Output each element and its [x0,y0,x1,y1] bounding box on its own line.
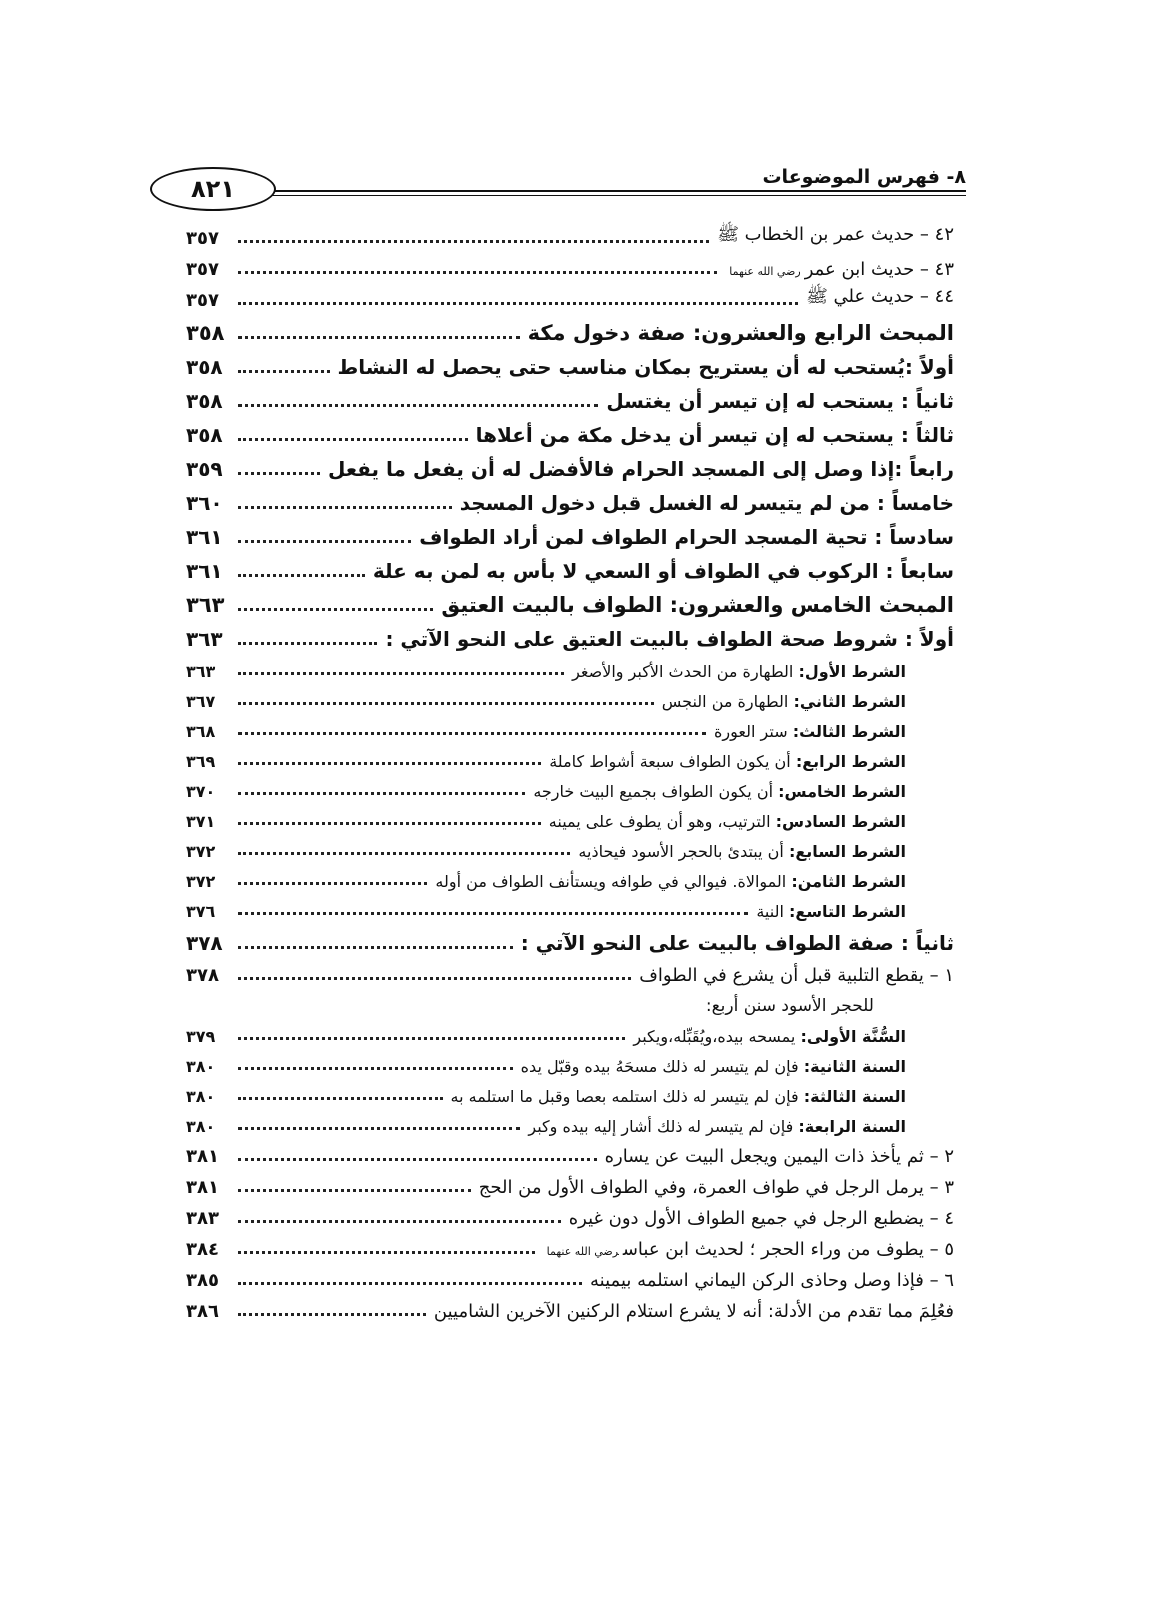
toc-entry [441,593,954,617]
toc-page-number: ٣٨٣ [186,1208,219,1229]
toc-entry-text: سادساً : تحية المسجد الحرام الطواف لمن أراد الطواف [419,525,954,549]
toc-entry-text: أن يكون الطواف بجميع البيت خارجه [533,782,774,801]
toc-entry-lead: الشرط الرابع: [795,752,906,771]
toc-row [186,1260,954,1291]
toc-entry [549,812,906,831]
toc-row [186,955,954,986]
header-rule [258,190,966,196]
toc-row [186,413,954,447]
toc-entry-text: ثانياً : يستحب له إن تيسر أن يغتسل [606,389,954,413]
toc-page-number: ٣٦٣ [186,662,216,681]
toc-entry [717,223,954,249]
toc-entry-text: فإن لم يتيسر له ذلك أشار إليه بيده وكبر [528,1117,794,1136]
toc-page-number: ٣٦٣ [186,627,223,651]
toc-entry [385,627,954,651]
toc-entry [419,525,954,549]
dot-leader [238,574,365,577]
toc-row [186,1076,954,1106]
toc-entry [328,457,954,481]
toc-row [186,515,954,549]
toc-row [186,1167,954,1198]
page-number-badge [150,167,276,211]
toc-page-number: ٣٧٩ [186,1027,216,1046]
toc-entry-text: رابعاً :إذا وصل إلى المسجد الحرام فالأفضل له أن يفعل ما يفعل [328,457,954,481]
toc-page-number: ٣٥٨ [186,321,225,345]
toc-row [186,1198,954,1229]
toc-page-number: ٣٨٠ [186,1117,216,1136]
toc-entry [725,259,954,280]
toc-row [186,583,954,617]
dot-leader [238,404,598,407]
toc-page-number: ٣٧٠ [186,782,216,801]
toc-entry-text: ٢ – ثم يأخذ ذات اليمين ويجعل البيت عن يساره [604,1146,954,1167]
toc-entry-text: أولاً :يُستحب له أن يستريح بمكان مناسب حتى يحصل له النشاط [337,355,954,379]
toc-entry-text: ٤٤ – حديث علي ﷺ [806,286,954,307]
toc-row [186,549,954,583]
toc-entry [662,692,906,711]
toc-entry [479,1177,954,1198]
toc-entry-lead: الشرط الأول: [798,662,906,681]
toc-entry-text: ١ – يقطع التلبية قبل أن يشرع في الطواف [639,965,954,986]
toc-entry-lead: السنة الرابعة: [798,1117,906,1136]
toc-page-number: ٣٥٧ [186,290,219,311]
dot-leader [238,240,709,243]
toc-page-number: ٣٦٩ [186,752,216,771]
toc-row [186,617,954,651]
toc-entry-text: ٣ – يرمل الرجل في طواف العمرة، وفي الطواف الأول من الحج [478,1177,954,1198]
toc-entry-text: الطهارة من النجس [661,692,789,711]
toc-entry-text: ثالثاً : يستحب له إن تيسر أن يدخل مكة من أعلاها [475,423,954,447]
toc-entry [451,1087,906,1106]
toc-page-number: ٣٦٧ [186,692,216,711]
dot-leader [238,732,706,735]
toc-page-number: ٣٦٨ [186,722,216,741]
toc-entry-lead: الشرط السابع: [788,842,906,861]
toc-row [186,379,954,413]
toc-row [186,218,954,249]
toc-page-number: ٣٧١ [186,812,216,831]
toc-row [186,1106,954,1136]
dot-leader [238,472,320,475]
toc-entry-text: ستر العورة [714,722,788,741]
dot-leader [238,608,433,611]
toc-entry-text: المبحث الخامس والعشرون: الطواف بالبيت العتيق [441,593,954,617]
dot-leader [238,822,541,825]
toc-row [186,280,954,311]
toc-row [186,831,954,861]
toc-entry-text: سابعاً : الركوب في الطواف أو السعي لا بأس به لمن به علة [372,559,954,583]
toc-row [186,801,954,831]
honorific: رضي الله عنهما [729,265,801,278]
toc-entry-text: ٤٢ – حديث عمر بن الخطاب ﷺ [717,224,954,245]
toc-entry-lead: الشرط السادس: [775,812,906,831]
toc-row [186,681,954,711]
toc-page-number: ٣٨٠ [186,1087,216,1106]
dot-leader [238,1189,471,1192]
toc-page-number: ٣٥٨ [186,389,223,413]
toc-entry-text: النية [756,902,784,921]
toc-entry [714,722,906,741]
toc-row [186,311,954,345]
honorific: رضي الله عنهما [546,1245,619,1258]
toc-entry-text: للحجر الأسود سنن أربع: [705,996,874,1016]
toc-entry [569,1208,954,1229]
toc-row [186,1136,954,1167]
toc-entry-text: ٦ – فإذا وصل وحاذى الركن اليماني استلمه بيمينه [590,1270,954,1291]
toc-row [186,771,954,801]
toc-page-number: ٣٨٦ [186,1301,219,1322]
toc-entry [434,1301,954,1322]
toc-page-number: ٣٧٨ [186,965,219,986]
toc-entry-lead: السنة الثانية: [803,1057,906,1076]
toc-entry-lead: السُّنَّة الأولى: [800,1027,906,1046]
toc-entry [606,389,954,413]
toc-page-number: ٣٥٧ [186,228,219,249]
toc-entry-lead: الشرط الثالث: [792,722,906,741]
dot-leader [238,271,717,274]
toc-row [186,986,954,1016]
toc-entry [549,752,906,771]
toc-row [186,345,954,379]
dot-leader [238,302,798,305]
toc-entry [338,355,955,379]
toc-entry [521,931,954,955]
toc-page-number: ٣٦٣ [186,593,225,617]
dot-leader [238,1282,582,1285]
toc-entry [633,1027,906,1046]
toc-page-number: ٣٨١ [186,1177,219,1198]
dot-leader [238,792,525,795]
toc-row [186,861,954,891]
toc-page-number: ٣٥٨ [186,355,223,379]
dot-leader [238,642,377,645]
dot-leader [238,977,631,980]
toc-entry-text: أولاً : شروط صحة الطواف بالبيت العتيق على النحو الآتي : [385,627,954,651]
toc-page-number: ٣٨٠ [186,1057,216,1076]
dot-leader [238,672,564,675]
toc-entry-text: أن يكون الطواف سبعة أشواط كاملة [549,752,791,771]
toc-entry [806,285,954,311]
toc-entry-text: ٤٣ – حديث ابن عمر [804,259,954,280]
toc-entry-text: فإن لم يتيسر له ذلك مسحَهُ بيده وقبّل يده [520,1057,799,1076]
toc-page-number: ٣٥٩ [186,457,223,481]
chapter-title: ٨- فهرس الموضوعات [762,166,966,188]
dot-leader [238,1251,535,1254]
toc-entry-text: الترتيب، وهو أن يطوف على يمينه [548,812,771,831]
toc-page-number: ٣٧٢ [186,872,216,891]
toc-page-number: ٣٧٨ [186,931,223,955]
toc-entry [435,872,906,891]
toc-entry-text: فعُلِمَ مما تقدم من الأدلة: أنه لا يشرع استلام الركنين الآخرين الشاميين [433,1301,954,1322]
toc-page-number: ٣٦٠ [186,491,223,515]
table-of-contents [186,218,954,1322]
toc-entry [578,842,906,861]
toc-entry [373,559,954,583]
toc-page-number: ٣٨٤ [186,1239,219,1260]
toc-page-number: ٣٥٧ [186,259,219,280]
toc-entry-text: أن يبتدئ بالحجر الأسود فيحاذيه [578,842,784,861]
toc-entry-lead: السنة الثالثة: [803,1087,906,1106]
toc-entry [528,321,954,345]
toc-entry [706,996,874,1016]
toc-page-number: ٣٧٢ [186,842,216,861]
toc-entry-text: الطهارة من الحدث الأكبر والأصغر [572,662,794,681]
page-header [150,160,966,215]
toc-entry [639,965,954,986]
dot-leader [238,762,541,765]
toc-entry-text: ٥ – يطوف من وراء الحجر ؛ لحديث ابن عباس [622,1239,954,1260]
toc-entry-text: فإن لم يتيسر له ذلك استلمه بعصا وقبل ما استلمه به [450,1087,799,1106]
toc-entry [521,1057,906,1076]
toc-row [186,1291,954,1322]
toc-row [186,741,954,771]
toc-page-number: ٣٥٨ [186,423,223,447]
dot-leader [238,336,520,339]
toc-page-number: ٣٨١ [186,1146,219,1167]
dot-leader [238,370,330,373]
toc-entry [543,1239,954,1260]
dot-leader [238,506,452,509]
toc-entry-lead: الشرط الثاني: [793,692,906,711]
toc-entry-text: خامساً : من لم يتيسر له الغسل قبل دخول المسجد [459,491,954,515]
dot-leader [238,1067,513,1070]
toc-row [186,249,954,280]
dot-leader [238,1127,520,1130]
dot-leader [238,1158,597,1161]
toc-row [186,921,954,955]
dot-leader [238,702,654,705]
toc-row [186,447,954,481]
toc-row [186,1046,954,1076]
toc-entry [605,1146,954,1167]
dot-leader [238,912,748,915]
toc-page-number: ٣٨٥ [186,1270,219,1291]
dot-leader [238,946,513,949]
dot-leader [238,882,427,885]
toc-row [186,1229,954,1260]
toc-entry [528,1117,906,1136]
toc-row [186,481,954,515]
dot-leader [238,1037,625,1040]
dot-leader [238,852,570,855]
toc-entry-text: ثانياً : صفة الطواف بالبيت على النحو الآتي : [520,931,954,955]
toc-row [186,651,954,681]
toc-page-number: ٣٦١ [186,559,223,583]
toc-row [186,711,954,741]
toc-entry [533,782,906,801]
toc-entry-text: ٤ – يضطبع الرجل في جميع الطواف الأول دون غيره [568,1208,954,1229]
dot-leader [238,540,411,543]
dot-leader [238,1220,561,1223]
toc-entry-lead: الشرط التاسع: [788,902,906,921]
toc-row [186,891,954,921]
page-number: ٨٢١ [191,175,235,203]
toc-row [186,1016,954,1046]
toc-entry [460,491,954,515]
toc-entry [590,1270,954,1291]
toc-entry-text: يمسحه بيده،ويُقَبِّله،ويكبر [633,1027,796,1046]
dot-leader [238,1097,443,1100]
toc-entry-text: المبحث الرابع والعشرون: صفة دخول مكة [527,321,954,345]
dot-leader [238,1313,426,1316]
toc-entry-lead: الشرط الثامن: [791,872,906,891]
toc-entry-text: الموالاة. فيوالي في طوافه ويستأنف الطواف من أوله [435,872,787,891]
toc-entry [572,662,906,681]
toc-entry [756,902,906,921]
toc-page-number: ٣٦١ [186,525,223,549]
toc-page-number: ٣٧٦ [186,902,216,921]
dot-leader [238,438,468,441]
toc-entry [476,423,954,447]
toc-entry-lead: الشرط الخامس: [778,782,906,801]
